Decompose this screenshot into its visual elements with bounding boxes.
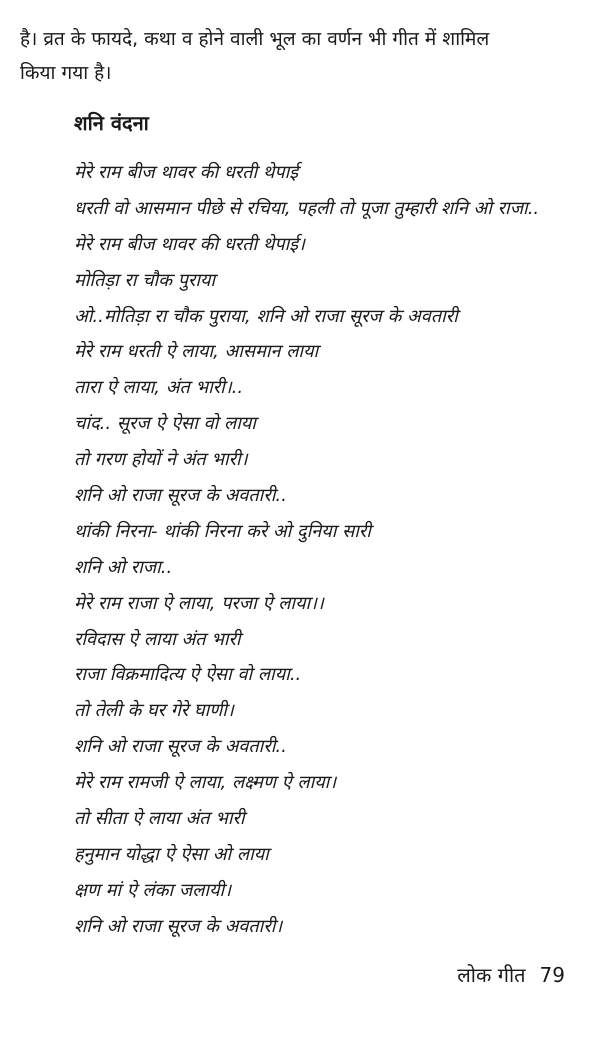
poem-line: शनि ओ राजा सूरज के अवतारी.. [74,485,287,507]
poem-line: शनि ओ राजा सूरज के अवतारी.. [74,736,287,758]
poem-line: थांकी निरना- थांकी निरना करे ओ दुनिया सारी [74,520,371,542]
poem-line: रविदास ऐ लाया अंत भारी [74,628,241,650]
poem-line: मेरे राम धरती ऐ लाया, आसमान लाया [74,341,319,363]
intro-line: है। व्रत के फायदे, कथा व होने वाली भूल का वर्णन भी गीत में शामिल [20,28,490,50]
poem-line: मेरे राम बीज थावर की धरती थेपाई। [74,233,305,255]
poem-line: राजा विक्रमादित्य ऐ ऐसा वो लाया.. [74,664,302,686]
poem-verses [74,155,574,945]
poem-line: मेरे राम बीज थावर की धरती थेपाई [74,162,299,183]
poem-line: मेरे राम राजा ऐ लाया, परजा ऐ लाया।। [74,592,324,614]
intro-line: किया गया है। [20,62,112,84]
poem-line: धरती वो आसमान पीछे से रचिया, पहली तो पूजा तुम्हारी शनि ओ राजा.. [74,197,540,219]
poem-line: तारा ऐ लाया, अंत भारी।.. [74,377,244,399]
intro-paragraph [20,22,580,90]
poem-line: हनुमान योद्धा ऐ ऐसा ओ लाया [74,843,269,865]
poem-line: मेरे राम रामजी ऐ लाया, लक्ष्मण ऐ लाया। [74,772,337,794]
poem-line: तो तेली के घर गेरे घाणी। [74,700,234,722]
poem-line: तो गरण होयों ने अंत भारी। [74,449,248,471]
page-number: 79 [539,963,565,987]
poem-line: ओ..मोतिड़ा रा चौक पुराया, शनि ओ राजा सूरज के अवतारी [74,305,458,327]
poem-line: शनि ओ राजा सूरज के अवतारी। [74,915,283,937]
poem-line: शनि ओ राजा.. [74,556,173,578]
book-title: लोक गीत [457,963,526,987]
page-footer [0,960,565,990]
poem-line: चांद.. सूरज ऐ ऐसा वो लाया [74,413,256,435]
poem-line: तो सीता ऐ लाया अंत भारी [74,808,245,830]
section-heading: शनि वंदना [74,111,149,135]
poem-line: मोतिड़ा रा चौक पुराया [74,269,216,291]
poem-line: क्षण मां ऐ लंका जलायी। [74,879,232,901]
